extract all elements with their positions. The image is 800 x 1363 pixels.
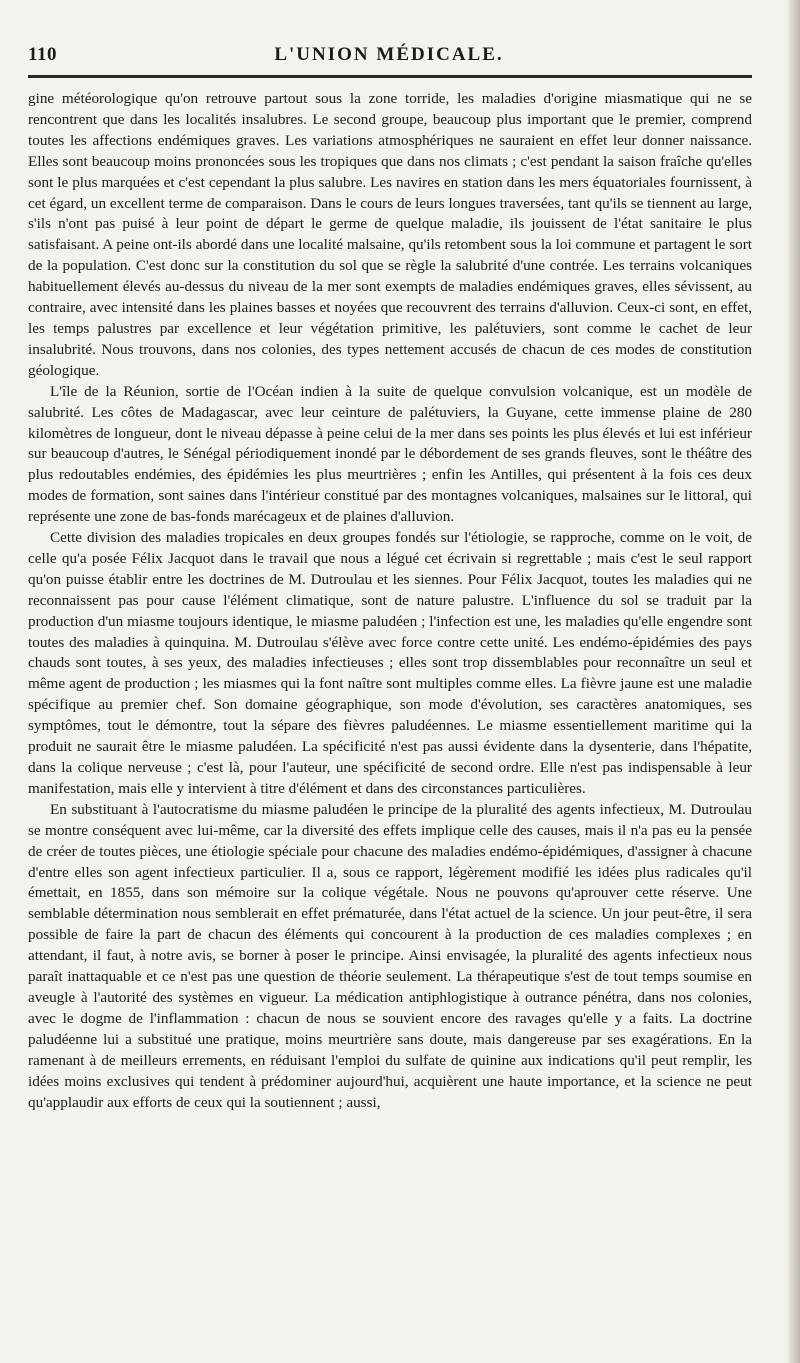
paragraph-3: Cette division des maladies tropicales en deux groupes fondés sur l'étiologie, se rapproche, comme on le voit, de celle qu'a posée Félix Jacquot dans le travail que nous a légué cet écrivain si regrettable ; mais c'est le seul rapport qu'on puisse établir entre les doctrines de M. Dutroulau et les siennes. Pour Félix Jacquot, toutes les maladies qui ne reconnaissent pas pour cause l'élément climatique, sont de nature palustre. L'influence du sol se traduit par la production d'un miasme toujours identique, le miasme paludéen ; l'infection est une, les maladies qu'elle engendre sont toutes des maladies à quinquina. M. Dutroulau s'élève avec force contre cette unité. Les endémo-épidémies des pays chauds sont toutes, à ses yeux, des maladies infectieuses ; elles sont trop dissemblables pour reconnaître un seul et même agent de production ; les miasmes qui la font naître sont multiples comme elles. La fièvre jaune est une maladie spécifique au premier chef. Son domaine géographique, son mode d'évolution, ses caractères anatomiques, ses symptômes, tout le démontre, tout la sépare des fièvres paludéennes. Le miasme essentiellement maritime qui la produit ne saurait être le miasme paludéen. La spécificité n'est pas aussi évidente dans la dysenterie, dans l'hépatite, dans la colique nerveuse ; c'est là, pour l'auteur, une spécificité de second ordre. Elle n'est pas indispensable à leur manifestation, mais elle y intervient à titre d'élément et dans des circonstances particulières. bbox=[28, 529, 752, 797]
paragraph-2: L'île de la Réunion, sortie de l'Océan indien à la suite de quelque convulsion volcanique, est un modèle de salubrité. Les côtes de Madagascar, avec leur ceinture de palétuviers, la Guyane, cette immense plaine de 280 kilomètres de longueur, dont le niveau dépasse à peine celui de la mer dans ses points les plus élevés et lui est inférieur sur beaucoup d'autres, le Sénégal périodiquement inondé par le débordement de ses grands fleuves, sont le théâtre des plus redoutables endémies, des épidémies les plus meurtrières ; enfin les Antilles, qui présentent à la fois ces deux modes de formation, sont saines dans l'intérieur constitué par des montagnes volcaniques, malsaines sur le littoral, qui représente une zone de bas-fonds marécageux et de plaines d'alluvion. bbox=[28, 382, 752, 526]
page-header bbox=[26, 38, 752, 78]
paragraph-1: gine météorologique qu'on retrouve partout sous la zone torride, les maladies d'origine miasmatique qui ne se rencontrent que dans les localités insalubres. Le second groupe, beaucoup plus important que le premier, comprend toutes les affections endémiques graves. Les variations atmosphériques ne sauraient en effet leur donner naissance. Elles sont beaucoup moins prononcées sous les tropiques que dans nos climats ; c'est pendant la saison fraîche qu'elles sont le plus marquées et c'est cependant la plus salubre. Les navires en station dans les mers équatoriales fournissent, à cet égard, un excellent terme de comparaison. Dans le cours de leurs longues traversées, tant qu'ils se tiennent au large, s'ils n'ont pas puisé à leur point de départ le germe de quelque maladie, ils jouissent de l'état sanitaire le plus satisfaisant. A peine ont-ils abordé dans une localité malsaine, qu'ils retombent sous la loi commune et partagent le sort de la population. C'est donc sur la constitution du sol que se règle la salubrité d'une contrée. Les terrains volcaniques habituellement élevés au-dessus du niveau de la mer sont exempts de maladies endémiques graves, elles sévissent, au contraire, avec intensité dans les plaines basses et noyées que recouvrent des terrains d'alluvion. Ceux-ci sont, en effet, les temps palustres par excellence et leur végétation primitive, les palétuviers, sont comme le cachet de leur insalubrité. Nous trouvons, dans nos colonies, des types nettement accusés de chacun de ces modes de constitution géologique. bbox=[28, 90, 752, 379]
body-text bbox=[28, 89, 752, 1113]
header-rule bbox=[28, 75, 752, 78]
page-number: 110 bbox=[28, 44, 57, 65]
paragraph-4: En substituant à l'autocratisme du miasme paludéen le principe de la pluralité des agents infectieux, M. Dutroulau se montre conséquent avec lui-même, car la diversité des effets implique celle des causes, mais il n'a pas eu la pensée de créer de toutes pièces, une étiologie spéciale pour chacune des maladies endémo-épidémiques, d'assigner à chacune d'entre elles son agent infectieux particulier. Il a, sous ce rapport, légèrement modifié les idées plus radicales qu'il émettait, en 1855, dans son mémoire sur la colique végétale. Nous ne pouvons qu'aprouver cette réserve. Une semblable détermination nous semblerait en effet prématurée, dans l'état actuel de la science. Un jour peut-être, il sera possible de faire la part de chacun des éléments qui concourent à la production de ces maladies complexes ; en attendant, il faut, à notre avis, se borner à poser le principe. Ainsi envisagée, la pluralité des agents infectieux nous paraît inattaquable et ce n'est pas une question de théorie seulement. La thérapeutique s'est de tout temps soumise en aveugle à l'autorité des systèmes en vigueur. La médication antiphlogistique à outrance pénétra, dans nos colonies, avec le dogme de l'inflammation : chacun de nous se souvient encore des ravages qu'elle y a faits. La doctrine paludéenne lui a substitué une pratique, moins meurtrière sans doute, mais dangereuse par ses exagérations. En la ramenant à de meilleurs errements, en réduisant l'emploi du sulfate de quinine aux indications qu'il peut remplir, les idées moins exclusives qui tendent à prédominer aujourd'hui, acquièrent une haute importance, et la science ne peut qu'applaudir aux efforts de ceux qui la soutiennent ; aussi, bbox=[28, 800, 752, 1111]
page-edge bbox=[788, 0, 800, 1363]
running-head: L'UNION MÉDICALE. bbox=[274, 44, 504, 65]
